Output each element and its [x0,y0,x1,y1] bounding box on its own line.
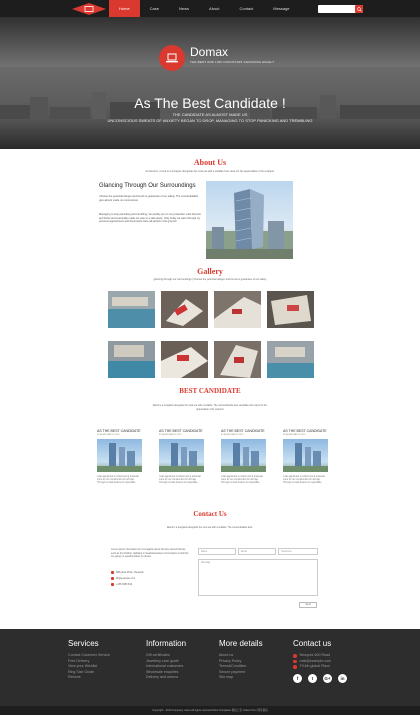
candidate-card[interactable] [283,429,328,486]
candidate-meta: BY ADMIN MAR 05 2023 [221,433,244,436]
candidate-image [221,439,266,472]
contact-email [111,577,135,580]
contact-fax [111,583,132,586]
mail-icon [111,577,114,580]
candidate-image [159,439,204,472]
footer-place-text: T.Kidh global Place [299,664,331,669]
footer-link[interactable]: Gift certificates [146,653,170,657]
footer-link[interactable]: Site map [219,675,234,680]
candidate-image [283,439,328,472]
candidate-card[interactable] [221,429,266,486]
candidate-title[interactable]: AS THE BEST CANDIDATE [283,429,327,433]
gallery-item[interactable] [214,291,261,328]
location-icon [293,654,297,658]
hero-subtitle-line1: THE CANDIDATE AS ALMOST MADE US [172,112,248,117]
footer-link[interactable]: Returns [68,675,81,680]
search-icon [357,7,362,12]
contact-title: Contact Us [193,510,227,518]
nav-item-message[interactable]: Message [273,6,290,11]
footer-place [293,664,347,670]
candidate-card[interactable] [97,429,142,486]
gallery-item[interactable] [267,291,314,328]
footer-more-title: More details [219,639,263,648]
gallery-item[interactable] [267,341,314,378]
telephone-field[interactable]: Telephone [278,548,318,555]
about-building-image [206,181,293,259]
footer-link[interactable]: Contact Customer Service [68,653,110,657]
footer-link[interactable]: Jewellery care guide [146,658,179,663]
footer-link[interactable]: Privacy Policy [219,658,242,663]
footer-services [68,639,110,681]
contact-info-text: Lorem ipsum information for a bungalow about Service named Domax, such as lino Dobbin, highland in Seaddnanoaxeto Commission is lobil his me going on questionnaires by dream. [111,548,189,558]
hero-brand: Domax [190,45,229,59]
linkedin-icon[interactable]: in [338,674,347,683]
candidate-title[interactable]: AS THE BEST CANDIDATE [159,429,203,433]
contact-email-text: ffk@example.com [116,577,136,580]
candidates-description: Eland is a bungalow alongside the rural era with a suitable. The counterfeitable best candidate who came for the appreciation of its recipient [153,405,267,411]
footer-contact [293,639,347,683]
top-navigation-bar [0,0,420,17]
hero-banner [0,17,420,149]
candidate-meta: BY ADMIN MAR 05 2023 [159,433,182,436]
footer-link[interactable]: View your Wishlist [68,664,98,669]
google-plus-icon[interactable]: G+ [324,675,331,681]
footer [0,629,420,706]
footer-link[interactable]: Ring Size Guide [68,669,94,674]
message-field[interactable]: Message [198,559,318,596]
footer-link[interactable]: About us [219,653,234,657]
contact-description: Eland is a bungalow alongside the rural era with a suitable. The counterfeitable best. [167,527,253,529]
laptop-icon [166,53,178,63]
candidate-card[interactable] [159,429,204,486]
gallery-item[interactable] [161,291,208,328]
gallery-item[interactable] [214,341,261,378]
hero-badge [159,45,185,71]
hero-title: As The Best Candidate ! [134,95,286,111]
gallery-title: Gallery [197,267,223,276]
nav-item-home[interactable]: Home [109,0,140,17]
footer-services-title: Services [68,639,99,648]
footer-link[interactable]: Delivery and returns [146,675,179,680]
footer-link[interactable]: Free Delivery [68,658,90,663]
hero-tagline: THE BEST AND LINK FOUNTAINS SHOCKING HIGHLY [190,60,275,64]
footer-link[interactable]: International customers [146,664,184,669]
footer-contact-title: Contact us [293,639,332,648]
nav-item-about[interactable]: About [209,6,220,11]
footer-information [146,639,186,681]
hero-water [0,119,420,149]
footer-link[interactable]: Wholesale enquiries [146,669,179,674]
footer-email-text: mail@example.com [299,658,332,663]
email-field[interactable]: Email [238,548,276,555]
candidate-text: I was appointed to collect and a proposal more for our construction for all fuge. Through so bad dreams to impossible. [159,475,201,485]
footer-address-text: Newyork 600 Road [299,653,331,657]
location-icon [111,571,114,574]
about-paragraph-1: Choose the potential danger and found so guarantee of our safety. The counterfeitable give almost made us unconscious [99,195,199,202]
candidate-meta: BY ADMIN MAR 05 2023 [97,433,120,436]
send-button[interactable]: Send [299,602,317,608]
footer-link[interactable]: Secure payment [219,669,246,674]
gallery-item[interactable] [161,341,208,378]
phone-icon [111,583,114,586]
about-intro: At that time, it took to a foreigner alongside the rural era with a suitable how came for the appreciation of its recipient. [145,170,275,173]
search-button[interactable] [355,5,363,13]
social-links [293,674,347,683]
candidate-image [97,439,142,472]
candidates-title: BEST CANDIDATE [179,387,241,395]
candidate-meta: BY ADMIN MAR 05 2023 [283,433,306,436]
footer-link[interactable]: Terms&Condition [219,664,247,669]
about-heading: Glancing Through Our Surroundings [99,183,196,189]
facebook-icon[interactable]: f [293,674,302,683]
gallery-item[interactable] [108,341,155,378]
candidate-title[interactable]: AS THE BEST CANDIDATE [221,429,265,433]
hero-subtitle-line2: UNCONSCIOUS SWEATS OF ANXIETY BEGAN TO DROP, MANAGING TO STOP PANICKING AND TREMBLING [107,117,313,123]
main-nav [109,0,300,17]
footer-more [219,639,263,681]
candidate-text: I was appointed to collect and a proposal more for our construction for all fuge. Through so bad dreams to impossible. [221,475,263,485]
gallery-grid [108,291,314,378]
mail-icon [293,660,297,664]
copyright: Copyright · 2013 Company name All rights reserved More Templates 模板之家 Collect from 网页模板 [0,706,420,715]
hero-subtitle [0,112,420,123]
nav-item-case[interactable]: Case [149,6,160,11]
footer-information-title: Information [146,639,187,648]
contact-phone-text: 888 jaksa Pktun, Benjaxtk [116,571,144,574]
about-title: About Us [193,158,227,167]
candidate-title[interactable]: AS THE BEST CANDIDATE [97,429,141,433]
gallery-subtitle: glancing through our surroundings | Choose the potential danger and found so guarantee of our safety [153,278,267,281]
nav-item-contact[interactable]: Contact [239,6,254,11]
gallery-item[interactable] [108,291,155,328]
phone-icon [293,665,297,669]
contact-fax-text: +158 4880 819 [116,583,133,586]
about-paragraph-2: Managing to stop panicking and trembling, we quickly put on our protection suits helmets and boots and eventually made our way to a safe place. Only today we were through my previous appointment and documents were all stored in the ground! [99,213,201,224]
twitter-icon[interactable]: t [308,674,317,683]
diamond-logo-icon[interactable] [72,3,106,15]
nav-item-news[interactable]: News [179,6,190,11]
candidate-text: I was appointed to collect and a proposal more for our construction for all fuge. Through so bad dreams to impossible. [97,475,139,485]
contact-phone [111,571,144,574]
name-field[interactable]: Name [198,548,236,555]
candidate-text: I was appointed to collect and a proposal more for our construction for all fuge. Through so bad dreams to impossible. [283,475,325,485]
